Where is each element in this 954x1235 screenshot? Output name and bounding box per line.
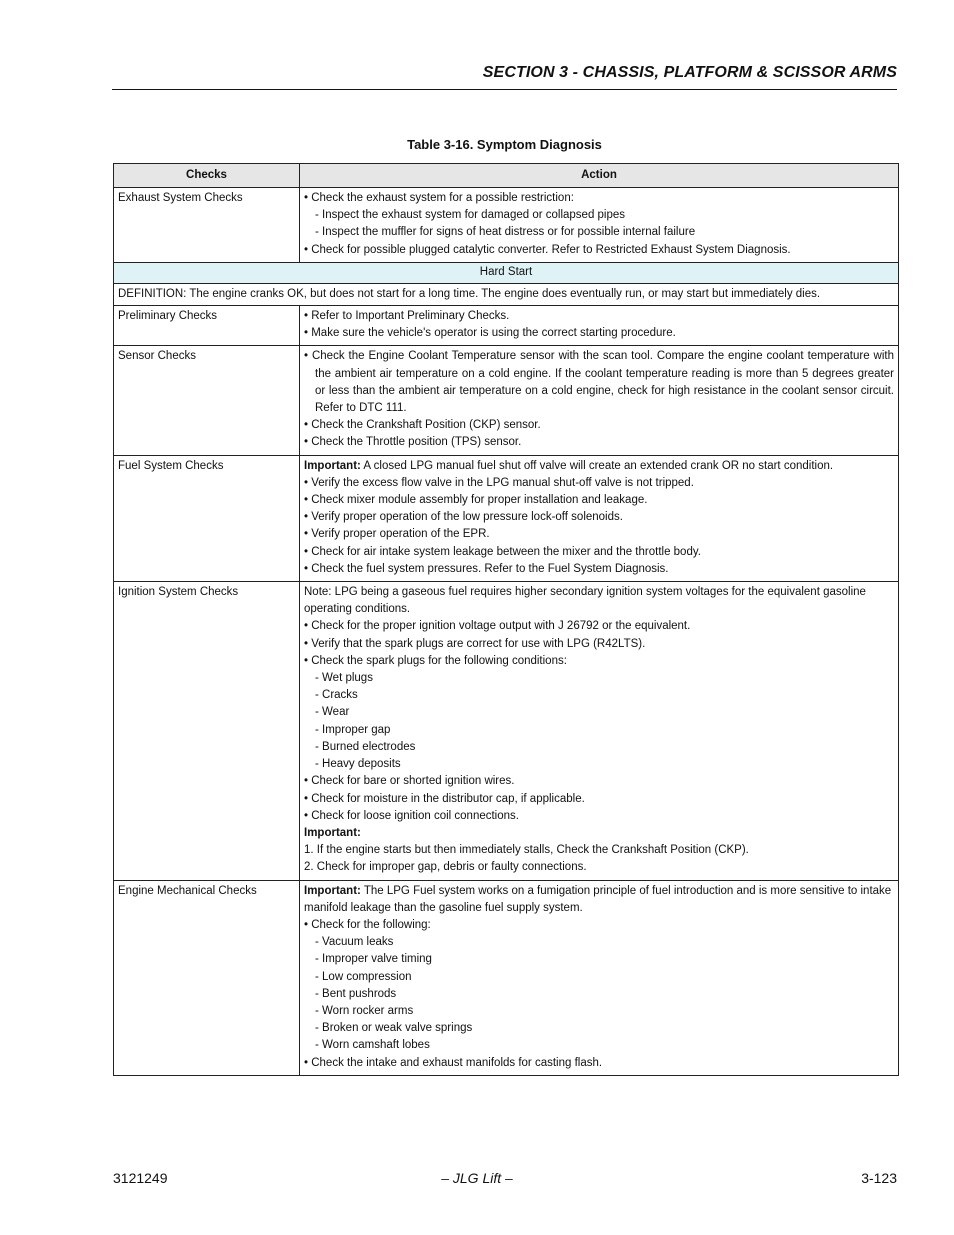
sub-item: - Heavy deposits — [315, 758, 401, 771]
sub-item: - Wear — [315, 706, 350, 719]
important-label: Important: — [304, 826, 361, 839]
check-label: Fuel System Checks — [118, 459, 224, 472]
check-cell — [114, 188, 300, 263]
check-cell — [114, 582, 300, 880]
list-item: • Check the Engine Coolant Temperature sensor with the scan tool. Compare the engine coolant temperature with the ambient air temperature on a cold engine. If the coolant temperature reading is more than 5 degrees greater or less than the ambient air temperature on a cold engine, check for high resistance in the coolant sensor circuit. Refer to DTC 111. — [304, 350, 894, 415]
sub-item: - Burned electrodes — [315, 740, 416, 753]
sub-item: - Inspect the exhaust system for damaged or collapsed pipes — [315, 209, 626, 222]
important-text: The LPG Fuel system works on a fumigation principle of fuel introduction and is more sensitive to intake manifold leakage than the gasoline fuel supply system. — [304, 884, 892, 914]
action-cell — [300, 582, 899, 880]
check-cell — [114, 880, 300, 1075]
check-cell — [114, 346, 300, 455]
check-label: Ignition System Checks — [118, 586, 239, 599]
action-cell — [300, 346, 899, 455]
sub-item: - Low compression — [315, 970, 412, 983]
sub-item: - Improper gap — [315, 723, 391, 736]
important-label: Important: — [304, 884, 361, 897]
check-label: Exhaust System Checks — [118, 192, 243, 204]
table-row-preliminary — [114, 306, 899, 346]
sub-item: - Wet plugs — [315, 672, 373, 685]
list-item: • Check the fuel system pressures. Refer to the Fuel System Diagnosis. — [304, 562, 669, 575]
list-item: • Check mixer module assembly for proper installation and leakage. — [304, 494, 648, 507]
numbered-item: 2. Check for improper gap, debris or faulty connections. — [304, 861, 587, 874]
list-item: • Make sure the vehicle's operator is using the correct starting procedure. — [304, 327, 676, 340]
footer-brand: – JLG Lift – — [441, 1170, 513, 1186]
page-number: 3-123 — [861, 1170, 897, 1186]
list-item: • Check the spark plugs for the following conditions: — [304, 654, 567, 667]
check-cell — [114, 306, 300, 346]
column-header-checks: Checks — [114, 164, 300, 188]
list-item: • Check the Throttle position (TPS) sensor. — [304, 436, 522, 449]
action-cell — [300, 188, 899, 263]
sub-item: - Improper valve timing — [315, 953, 432, 966]
list-item: • Verify proper operation of the EPR. — [304, 528, 490, 541]
action-cell — [300, 306, 899, 346]
list-item: • Check for bare or shorted ignition wires. — [304, 775, 515, 788]
action-cell — [300, 880, 899, 1075]
important-text: A closed LPG manual fuel shut off valve will create an extended crank OR no start condition. — [360, 459, 834, 472]
sub-item: - Broken or weak valve springs — [315, 1022, 473, 1035]
header-rule — [112, 89, 897, 90]
check-label: Preliminary Checks — [118, 310, 218, 323]
list-item: • Check the exhaust system for a possible restriction: — [304, 192, 574, 204]
table-row-fuel — [114, 455, 899, 581]
sub-item: - Inspect the muffler for signs of heat distress or for possible internal failure — [315, 226, 696, 239]
list-item: • Verify the excess flow valve in the LPG manual shut-off valve is not tripped. — [304, 476, 694, 489]
check-label: Engine Mechanical Checks — [118, 884, 257, 897]
check-label: Sensor Checks — [118, 350, 196, 363]
list-item: • Check for air intake system leakage between the mixer and the throttle body. — [304, 545, 701, 558]
sub-item: - Vacuum leaks — [315, 936, 394, 949]
list-item: • Check the Crankshaft Position (CKP) sensor. — [304, 419, 541, 432]
symptom-diagnosis-table — [113, 163, 899, 1076]
important-label: Important: — [304, 459, 361, 472]
table-header-row — [114, 164, 899, 188]
table-row-mechanical — [114, 880, 899, 1075]
column-header-action: Action — [300, 164, 899, 188]
list-item: • Refer to Important Preliminary Checks. — [304, 310, 510, 323]
list-item: • Check for loose ignition coil connections. — [304, 809, 519, 822]
note-text: Note: LPG being a gaseous fuel requires higher secondary ignition system voltages for the equivalent gasoline operating conditions. — [304, 586, 866, 616]
table-row-sensor — [114, 346, 899, 455]
action-cell — [300, 455, 899, 581]
section-band-row — [114, 262, 899, 283]
list-item: • Check for the following: — [304, 918, 431, 931]
numbered-item: 1. If the engine starts but then immediately stalls, Check the Crankshaft Position (CKP). — [304, 844, 749, 857]
important-note — [304, 458, 894, 475]
hard-start-band: Hard Start — [114, 262, 899, 283]
list-item: • Check for moisture in the distributor cap, if applicable. — [304, 792, 585, 805]
sub-item: - Bent pushrods — [315, 987, 397, 1000]
list-item: • Check for possible plugged catalytic converter. Refer to Restricted Exhaust System Diagnosis. — [304, 243, 791, 256]
important-note — [304, 883, 894, 917]
doc-number: 3121249 — [113, 1170, 168, 1186]
table-row-ignition — [114, 582, 899, 880]
definition-row — [114, 283, 899, 305]
sub-item: - Worn camshaft lobes — [315, 1039, 430, 1052]
list-item: • Check for the proper ignition voltage output with J 26792 or the equivalent. — [304, 620, 691, 633]
check-cell — [114, 455, 300, 581]
table-row-exhaust — [114, 188, 899, 263]
list-item: • Verify that the spark plugs are correct for use with LPG (R42LTS). — [304, 637, 646, 650]
sub-item: - Worn rocker arms — [315, 1004, 414, 1017]
table-caption: Table 3-16. Symptom Diagnosis — [407, 137, 602, 152]
definition-text: DEFINITION: The engine cranks OK, but does not start for a long time. The engine does eventually run, or may start but immediately dies. — [114, 283, 899, 305]
sub-item: - Cracks — [315, 689, 358, 702]
section-title: SECTION 3 - CHASSIS, PLATFORM & SCISSOR ARMS — [482, 64, 897, 81]
list-item: • Check the intake and exhaust manifolds for casting flash. — [304, 1056, 603, 1069]
list-item: • Verify proper operation of the low pressure lock-off solenoids. — [304, 511, 623, 524]
